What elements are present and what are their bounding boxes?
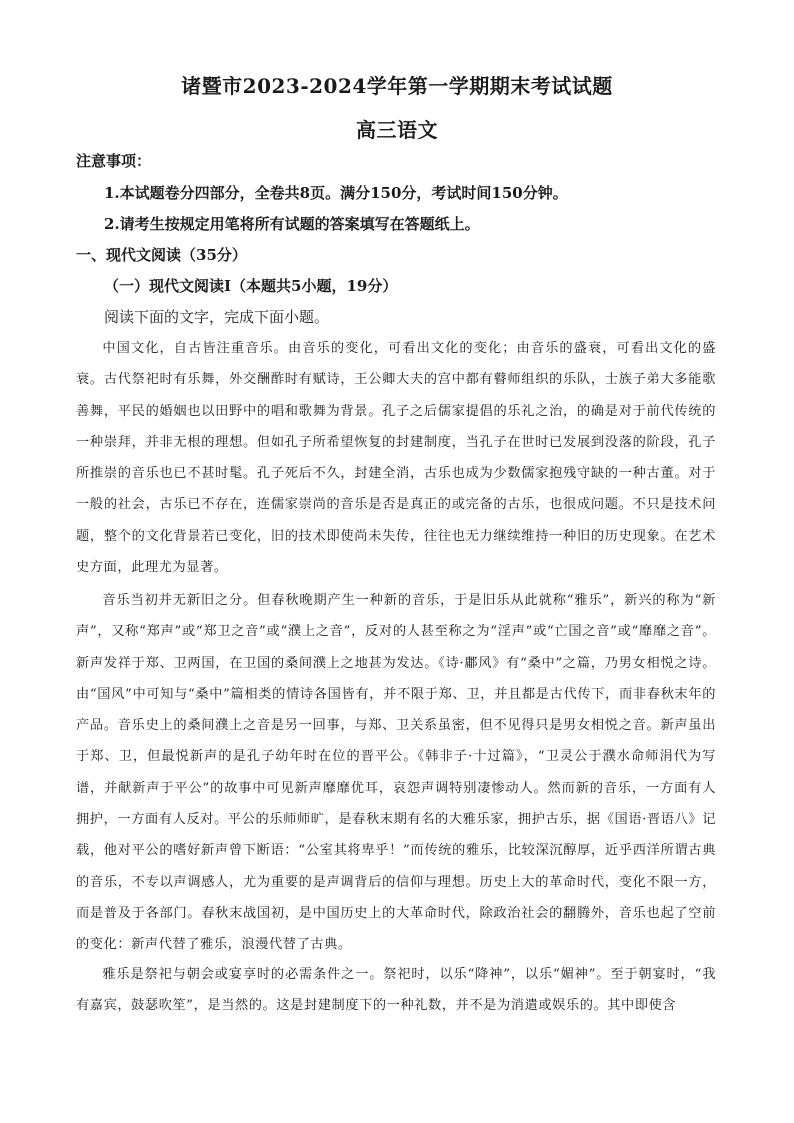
passage-paragraph-1 xyxy=(76,333,716,583)
section-heading: 一、现代文阅读（35分） xyxy=(76,246,247,264)
section-sub-heading: （一）现代文阅读Ⅰ（本题共5小题，19分） xyxy=(104,277,398,295)
exam-subject: 高三语文 xyxy=(356,118,438,142)
passage-paragraph-2 xyxy=(76,585,716,961)
exam-title: 诸暨市2023-2024学年第一学期期末考试试题 xyxy=(181,74,613,98)
paragraph-text: 中国文化，自古皆注重音乐。由音乐的变化，可看出文化的变化；由音乐的盛衰，可看出文化的盛衰。古代祭祀时有乐舞，外交酬酢时有赋诗，王公卿大夫的宫中都有瞽师组织的乐队，士族子弟大多能歌善舞，平民的婚姻也以田野中的唱和歌舞为背景。孔子之后儒家提倡的乐礼之治，的确是对于前代传统的一种崇拜，并非无根的理想。但如孔子所希望恢复的封建制度，当孔子在世时已发展到没落的阶段，孔子所推崇的音乐也已不甚时髦。孔子死后不久，封建全消，古乐也成为少数儒家抱残守缺的一种古董。对于一般的社会，古乐已不存在，连儒家崇尚的音乐是否是真正的或完备的古乐，也很成问题。不只是技术问题，整个的文化背景若已变化，旧的技术即使尚未失传，往往也无力继续维持一种旧的历史现象。在艺术史方面，此理尤为显著。 xyxy=(76,341,716,576)
paragraph-text: 雅乐是祭祀与朝会或宴享时的必需条件之一。祭祀时，以乐“降神”，以乐“媚神”。至于朝宴时，“我有嘉宾，鼓瑟吹笙”，是当然的。这是封建制度下的一种礼数，并不是为消遣或娱乐的。其中即使含 xyxy=(76,967,716,1014)
paragraph-text: 音乐当初并无新旧之分。但春秋晚期产生一种新的音乐，于是旧乐从此就称“雅乐”，新兴的称为“新声”，又称“郑声”或“郑卫之音”或“濮上之音”，反对的人甚至称之为“淫声”或“亡国之音”或“靡靡之音”。新声发祥于郑、卫两国，在卫国的桑间濮上之地甚为发达。《诗·鄘风》有“桑中”之篇，乃男女相悦之诗。由“国风”中可知与“桑中”篇相类的情诗各国皆有，并不限于郑、卫，并且都是古代传下，而非春秋末年的产品。音乐史上的桑间濮上之音是另一回事，与郑、卫关系虽密，但不见得只是男女相悦之音。新声虽出于郑、卫，但最悦新声的是孔子幼年时在位的晋平公。《韩非子·十过篇》，“卫灵公于濮水命师涓代为写谱，并献新声于平公”的故事中可见新声靡靡优耳，哀怨声调特别凄惨动人。然而新的音乐，一方面有人拥护，一方面有人反对。平公的乐师师旷，是春秋末期有名的大雅乐家，拥护古乐，据《国语·晋语八》记载，他对平公的嗜好新声曾下断语：“公室其将卑乎！”而传统的雅乐，比较深沉醇厚，近乎西洋所谓古典的音乐，不专以声调感人，尤为重要的是声调背后的信仰与理想。历史上大的革命时代，变化不限一方，而是普及于各部门。春秋末战国初，是中国历史上的大革命时代，除政治社会的翻腾外，音乐也起了空前的变化：新声代替了雅乐，浪漫代替了古典。 xyxy=(76,593,716,953)
passage-paragraph-3 xyxy=(76,959,716,1022)
reading-instruction: 阅读下面的文字，完成下面小题。 xyxy=(104,308,330,326)
notice-item-1: 1.本试题卷分四部分，全卷共8页。满分150分，考试时间150分钟。 xyxy=(104,184,568,202)
notice-item-2: 2.请考生按规定用笔将所有试题的答案填写在答题纸上。 xyxy=(104,215,480,233)
notice-heading: 注意事项： xyxy=(76,152,152,170)
